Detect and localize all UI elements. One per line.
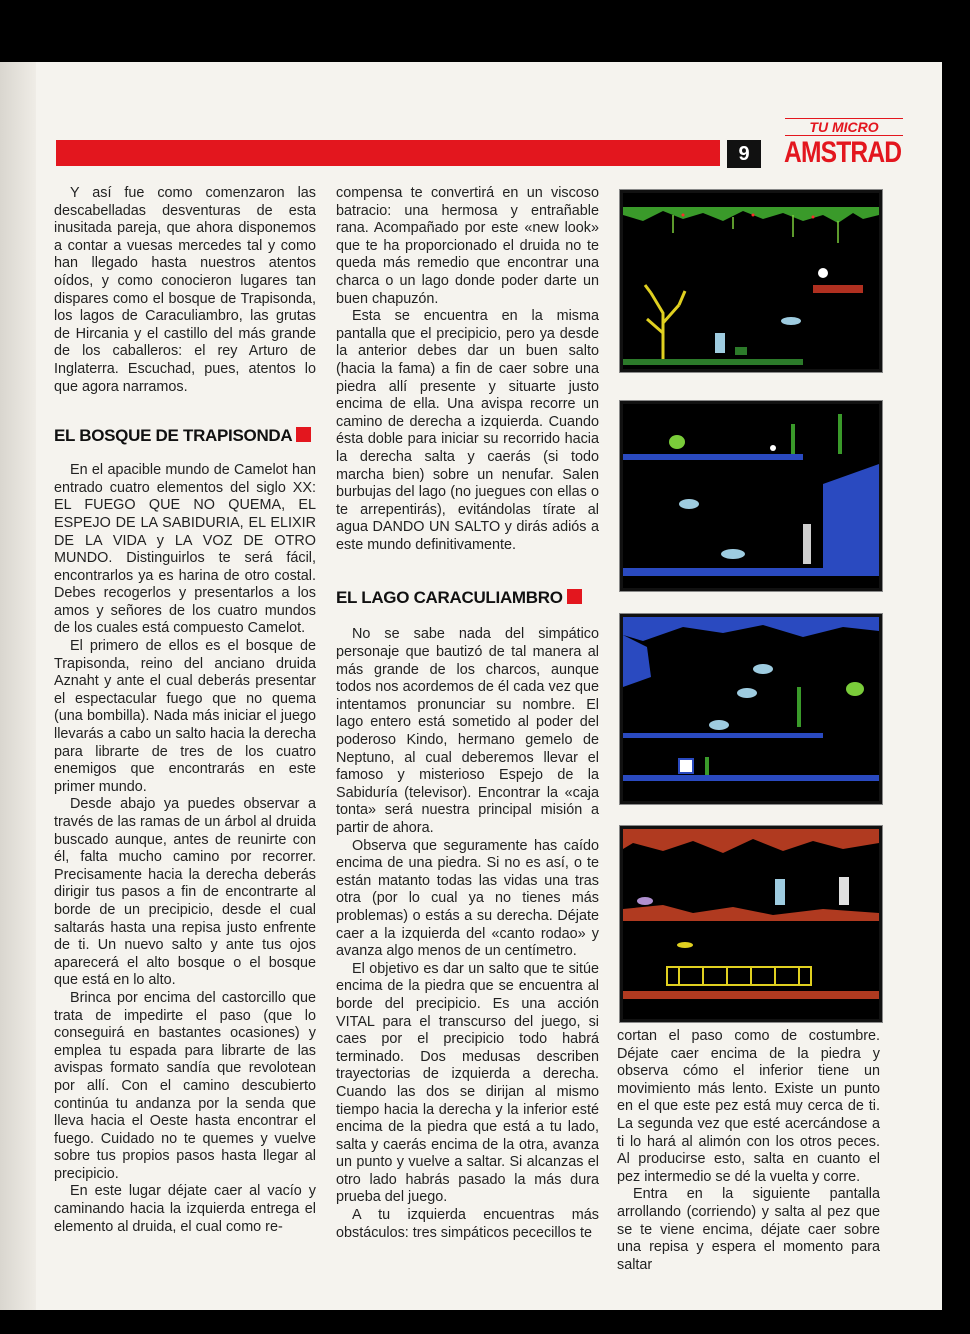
lake-screenshot-2 — [620, 614, 882, 804]
heading-text: EL BOSQUE DE TRAPISONDA — [54, 426, 293, 446]
paragraph: Brinca por encima del castorcillo que trata de impedirte el paso (que lo conseguirá en bastantes ocasiones) y emplea tu espada para librarte de las avispas formato sandía que revolotean por allí. Con el camino descubierto continúa tu andanza por la senda que lleva hacia el Oeste hasta encontrar el fuego. Cuidado no te quemes y vuelve sobre tus propios pasos hasta llegar al precipicio. — [54, 989, 316, 1182]
magazine-logo: AMSTRAD — [784, 136, 902, 169]
lake-screenshot-1 — [620, 401, 882, 591]
page-number: 9 — [727, 140, 761, 168]
paragraph: cortan el paso como de costumbre. Déjate caer encima de la piedra y observa cómo el inferior tiene un movimiento más lento. Existe un punto en el que este pez está muy cerca de ti. La segunda vez que esté acercándose a ti lo hará al alimón con los otros peces. Al producirse esto, salta en cuanto el pez intermedio se dé la vuelta y corre. — [617, 1028, 880, 1185]
tv-icon — [679, 759, 693, 773]
player-icon — [715, 333, 725, 353]
column-3 — [617, 1028, 880, 1274]
paragraph: El objetivo es dar un salto que te sitúe encima de la piedra que se encuentra al borde del precipicio. Es una acción VITAL para el transcurso del juego, si caes por el precipicio todo habrá terminado. Dos medusas describen trayectorias de izquierda a derecha. Cuando las dos se dirijan al mismo tiempo hacia la derecha y la inferior esté encima de la piedra que está a tu lado, salta y caerás encima de la otra, avanza un punto y vuelve a saltar. Si alcanzas el otro lado habrás pasado la más dura prueba del juego. — [336, 960, 599, 1206]
bulb-icon — [818, 268, 828, 278]
paragraph: compensa te convertirá en un viscoso batracio: una hermosa y entrañable rana. Acompañado por este «new look» que te ha proporcionado el druida no te queda más remedio que encontrar una charca o un lago donde poder darte un buen chapuzón. — [336, 185, 599, 307]
heading-text: EL LAGO CARACULIAMBRO — [336, 588, 563, 608]
fish-icon — [753, 664, 773, 674]
column-2 — [336, 185, 599, 1242]
heading-square-icon — [296, 427, 311, 442]
forest-scene — [623, 193, 879, 369]
header-red-bar — [56, 140, 720, 166]
cave-screenshot — [620, 826, 882, 1022]
book-spine — [0, 62, 36, 1310]
paragraph: Observa que seguramente has caído encima de una piedra. Si no es así, o te están matanto todas las vidas una tras otra (por lo cual ya no tienes más problemas) o estás a su derecha. Déjate caer a la izquierda del «canto rodao» y avanza algo menos de un centímetro. — [336, 837, 599, 960]
column-1 — [54, 185, 316, 1236]
heading-square-icon — [567, 589, 582, 604]
paragraph: Desde abajo ya puedes observar a través de las ramas de un árbol al druida buscado aunque, antes de reunirte con él, falta mucho camino por recorrer. Precisamente hacia la derecha deberás dirigir tus pasos a fin de encontrarte al borde de un precipicio, desde el cual saltarás hasta una repisa justo enfrente de ti. Un nuevo salto y ante tus ojos aparecerá el alto bosque o el bosque que está en lo alto. — [54, 796, 316, 989]
kicker-label: TU MICRO — [785, 118, 903, 136]
fish-icon — [721, 549, 745, 559]
fish-icon — [737, 688, 757, 698]
paragraph: No se sabe nada del simpático personaje que bautizó de tal manera al más grande de los charcos, aunque todos nos acordemos de él cada vez que intentamos pronunciar su nombre. El lago entero está sometido al poder del poderoso Kindo, hermano gemelo de Neptuno, al cual deberemos llevar el famoso y misterioso Espejo de la Sabiduría (televisor). Encontrar la «caja tonta» será nuestra principal misión a partir de ahora. — [336, 626, 599, 836]
fish-icon — [709, 720, 729, 730]
paragraph: A tu izquierda encuentras más obstáculos: tres simpáticos pececillos te — [336, 1207, 599, 1241]
paragraph: En el apacible mundo de Camelot han entrado cuatro elementos del siglo XX: EL FUEGO QUE NO QUEMA, EL ESPEJO DE LA SABIDURIA, EL ELIXIR DE LA VIDA y LA VOZ DE OTRO MUNDO. Distinguirlos te será fácil, encontrarlos ya es harina de otro costal. Debes recogerlos y presentarlos a los amos y señores de los cuatro mundos de los cuales está compuesto Camelot. — [54, 462, 316, 637]
paragraph: En este lugar déjate caer al vacío y caminando hacia la izquierda entrega el elemento al druida, el cual como re- — [54, 1183, 316, 1235]
frog-icon — [669, 435, 685, 449]
lake-scene-2 — [623, 617, 879, 801]
scan-border — [0, 1310, 970, 1334]
lake-scene-1 — [623, 404, 879, 588]
paragraph: Esta se encuentra en la misma pantalla que el precipicio, pero ya desde la anterior debes dar un buen salto (hacia la fama) a fin de caer sobre una piedra allí presente y situarte justo encima de ella. Una avispa recorre un camino de derecha a izquierda. Cuando ésta doble para iniciar su recorrido hacia la derecha salta y caerás (si todo marcha bien) sobre un nenufar. Salen burbujas del lago (no juegues con ellas o te arrepentirás), evitándolas tírate al agua DANDO UN SALTO y dirás adiós a este mundo definitivamente. — [336, 308, 599, 553]
paragraph: Entra en la siguiente pantalla arrollando (corriendo) y salta al pez que se te viene encima, déjate caer sobre una repisa y espera el momento para saltar — [617, 1186, 880, 1273]
section-heading-lago — [336, 588, 599, 608]
cave-scene — [623, 829, 879, 1019]
paragraph: El primero de ellos es el bosque de Trapisonda, reino del anciano druida Aznaht y ante el cual deberás presentar el espectacular fuego que no quema (una bombilla). Nada más iniciar el juego llevarás a cabo un salto hacia la derecha para librarte de tres de los cuatro enemigos que encontrarás en este primer mundo. — [54, 638, 316, 795]
forest-screenshot — [620, 190, 882, 372]
player-icon — [775, 879, 785, 905]
section-heading-bosque — [54, 426, 316, 446]
intro-paragraph: Y así fue como comenzaron las descabelladas desventuras de esta inusitada pareja, que ahora disponemos a contar a vuesas mercedes tal y como han llegado hasta nuestros atentos oídos, y como conocieron lugares tan dispares como el bosque de Trapisonda, los lagos de Caraculiambro, las grutas de Hircania y el castillo del más grande de los caballeros: el rey Arturo de Inglaterra. Escuchad, pues, atentos lo que agora narramos. — [54, 185, 316, 395]
frog-icon — [846, 682, 864, 696]
fish-icon — [679, 499, 699, 509]
